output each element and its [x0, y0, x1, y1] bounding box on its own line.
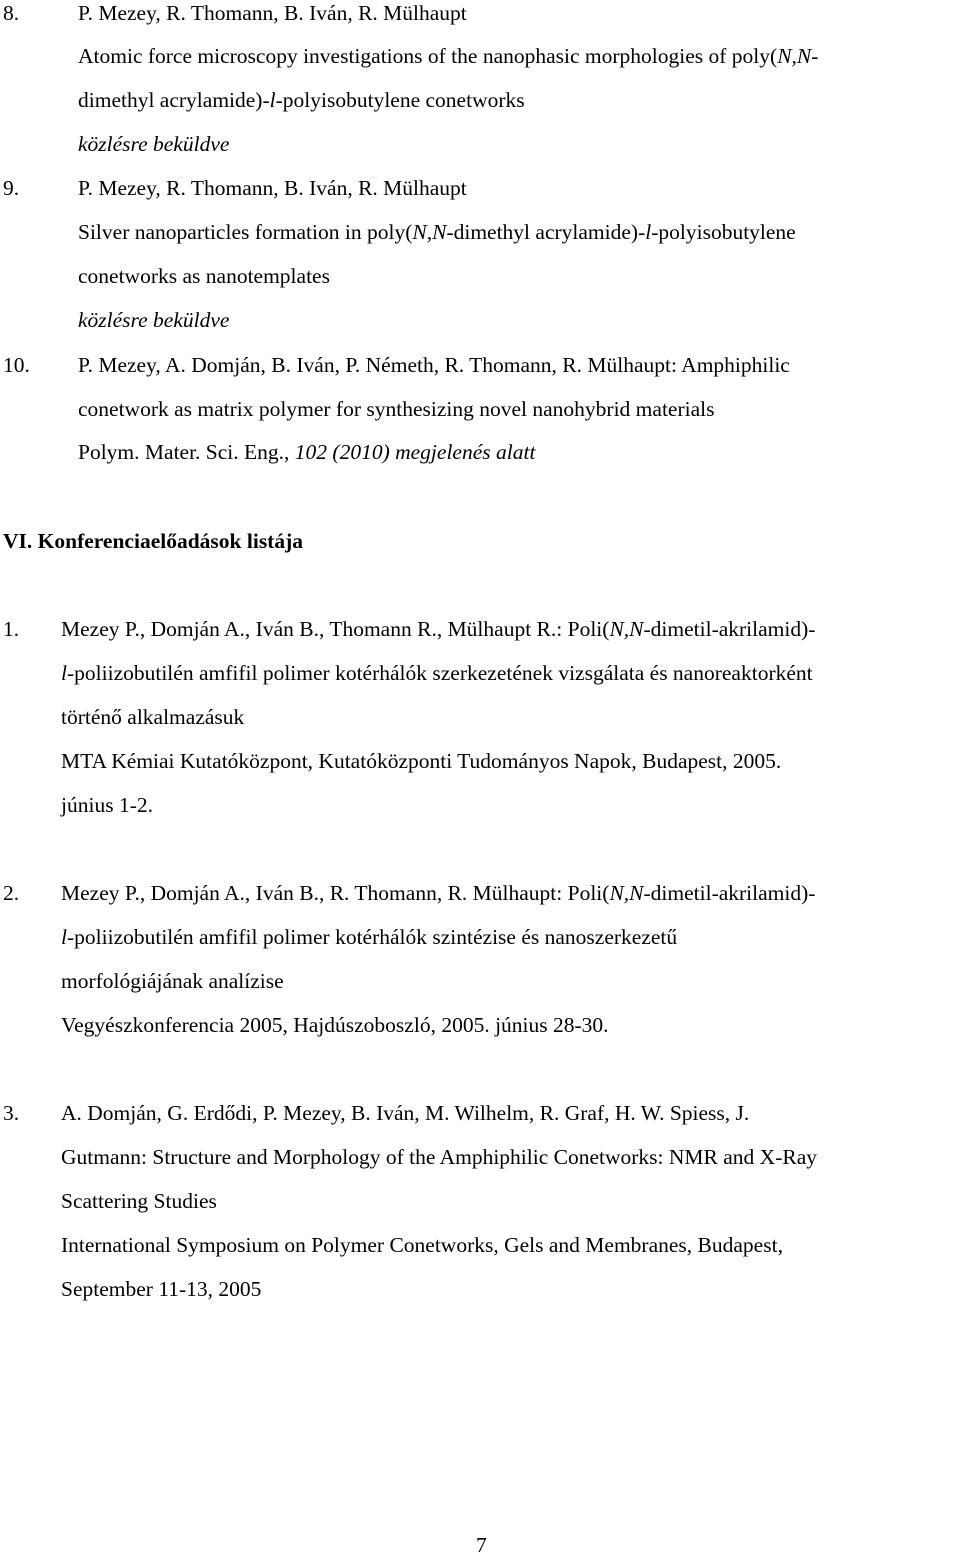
pub-title-line: conetworks as nanotemplates	[78, 264, 330, 288]
pub-title-line: Silver nanoparticles formation in poly(N,N-dimethyl acrylamide)-l-polyisobutylene	[78, 220, 796, 244]
pub-number: 9.	[3, 176, 20, 200]
pub-number: 10.	[3, 353, 30, 377]
pub-status: közlésre beküldve	[78, 132, 230, 156]
talk-number: 1.	[3, 617, 20, 641]
talk-authors-title: Mezey P., Domján A., Iván B., R. Thomann, R. Mülhaupt: Poli(N,N-dimetil-akrilamid)-	[61, 881, 816, 905]
pub-number: 8.	[3, 1, 20, 25]
talk-venue: Vegyészkonferencia 2005, Hajdúszoboszló, 2005. június 28-30.	[61, 1013, 609, 1037]
talk-title-line: Gutmann: Structure and Morphology of the Amphiphilic Conetworks: NMR and X-Ray	[61, 1145, 817, 1169]
talk-title-line: morfológiájának analízise	[61, 969, 284, 993]
page-number: 7	[476, 1533, 487, 1557]
talk-number: 2.	[3, 881, 20, 905]
section-heading: VI. Konferenciaelőadások listája	[3, 529, 304, 553]
pub-authors-title: P. Mezey, A. Domján, B. Iván, P. Németh, R. Thomann, R. Mülhaupt: Amphiphilic	[78, 353, 790, 377]
pub-title-line: Atomic force microscopy investigations of the nanophasic morphologies of poly(N,N-	[78, 44, 819, 68]
talk-date: június 1-2.	[61, 793, 153, 817]
pub-title-line: conetwork as matrix polymer for synthesizing novel nanohybrid materials	[78, 397, 715, 421]
talk-venue: International Symposium on Polymer Conetworks, Gels and Membranes, Budapest,	[61, 1233, 783, 1257]
pub-title-line: dimethyl acrylamide)-l-polyisobutylene conetworks	[78, 88, 525, 112]
talk-authors: A. Domján, G. Erdődi, P. Mezey, B. Iván, M. Wilhelm, R. Graf, H. W. Spiess, J.	[61, 1101, 750, 1125]
talk-authors-title: Mezey P., Domján A., Iván B., Thomann R., Mülhaupt R.: Poli(N,N-dimetil-akrilamid)-	[61, 617, 816, 641]
talk-title-line: l-poliizobutilén amfifil polimer kotérhálók szerkezetének vizsgálata és nanoreaktorként	[61, 661, 813, 685]
talk-venue: MTA Kémiai Kutatóközpont, Kutatóközponti Tudományos Napok, Budapest, 2005.	[61, 749, 782, 773]
pub-journal-line: Polym. Mater. Sci. Eng., 102 (2010) megjelenés alatt	[78, 440, 536, 464]
talk-number: 3.	[3, 1101, 20, 1125]
talk-title-line: Scattering Studies	[61, 1189, 217, 1213]
talk-date: September 11-13, 2005	[61, 1277, 262, 1301]
talk-title-line: l-poliizobutilén amfifil polimer kotérhálók szintézise és nanoszerkezetű	[61, 925, 678, 949]
pub-authors: P. Mezey, R. Thomann, B. Iván, R. Mülhaupt	[78, 176, 467, 200]
pub-authors: P. Mezey, R. Thomann, B. Iván, R. Mülhaupt	[78, 1, 467, 25]
pub-status: közlésre beküldve	[78, 308, 230, 332]
talk-title-line: történő alkalmazásuk	[61, 705, 245, 729]
